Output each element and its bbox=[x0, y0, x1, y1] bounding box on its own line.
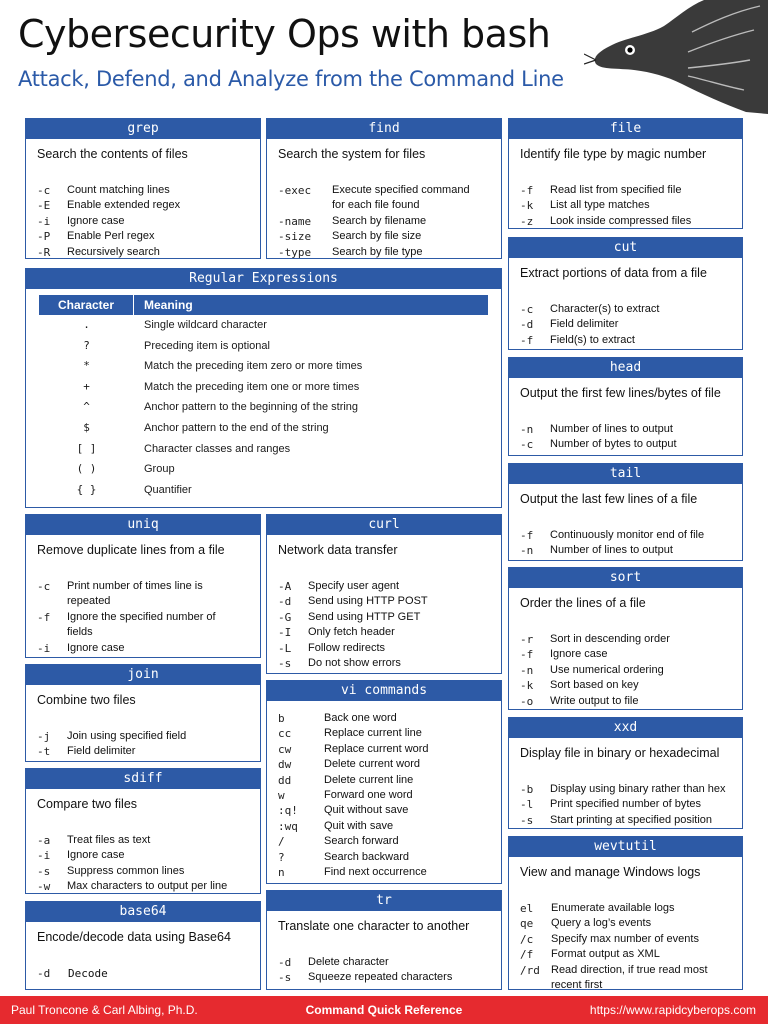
option-desc: Field(s) to extract bbox=[550, 333, 635, 346]
option-desc: Search by filename bbox=[332, 214, 427, 227]
option-desc: Recursively search bbox=[67, 245, 160, 258]
option-flag: -c bbox=[37, 580, 51, 593]
card-title: find bbox=[267, 119, 501, 139]
card-title: file bbox=[509, 119, 742, 139]
option-flag: -name bbox=[278, 214, 312, 228]
option-desc: Send using HTTP POST bbox=[308, 595, 428, 608]
option-desc: Specify user agent bbox=[308, 580, 400, 592]
options-list bbox=[26, 175, 260, 260]
options-list bbox=[26, 721, 260, 760]
option-desc: Continuously monitor end of file bbox=[550, 529, 705, 541]
card-head bbox=[508, 357, 743, 456]
card-description: Extract portions of data from a file bbox=[520, 266, 707, 280]
options-list bbox=[509, 520, 742, 559]
option-desc: Number of lines to output bbox=[550, 423, 673, 435]
option-desc: Max characters to output per line bbox=[67, 880, 228, 893]
option-flag: -s bbox=[278, 657, 292, 671]
card-title: wevtutil bbox=[509, 837, 742, 857]
option-desc: Sort in descending order bbox=[550, 633, 670, 645]
option-flag: -s bbox=[37, 864, 51, 878]
option-row bbox=[278, 245, 501, 260]
option-row bbox=[278, 656, 501, 671]
regex-row bbox=[39, 459, 488, 480]
option-flag: -r bbox=[520, 633, 534, 646]
card-description: Translate one character to another bbox=[278, 919, 470, 933]
option-desc: Enumerate available logs bbox=[551, 902, 675, 914]
option-flag: -n bbox=[520, 423, 534, 436]
option-desc: Send using HTTP GET bbox=[308, 610, 421, 623]
option-flag bbox=[37, 625, 67, 640]
option-flag: -j bbox=[37, 730, 51, 743]
option-row bbox=[37, 245, 260, 260]
option-flag: -L bbox=[278, 641, 292, 655]
option-row bbox=[520, 694, 742, 709]
option-desc: Ignore case bbox=[67, 641, 125, 654]
option-flag: -o bbox=[520, 694, 534, 708]
option-desc: Read list from specified file bbox=[550, 184, 682, 196]
option-desc: Ignore case bbox=[67, 849, 125, 862]
option-row bbox=[37, 848, 260, 863]
option-row bbox=[278, 711, 501, 726]
card-tail bbox=[508, 463, 743, 561]
option-desc: Delete current line bbox=[324, 773, 414, 786]
option-flag: w bbox=[278, 789, 285, 803]
card-description: Display file in binary or hexadecimal bbox=[520, 746, 720, 760]
option-row bbox=[37, 966, 260, 981]
options-list bbox=[509, 893, 742, 993]
column-header-character: Character bbox=[39, 295, 134, 315]
option-row bbox=[520, 782, 742, 797]
regex-character: ^ bbox=[83, 400, 90, 414]
option-flag: -E bbox=[37, 199, 51, 213]
option-desc: Replace current line bbox=[324, 727, 422, 740]
regex-table-header bbox=[39, 295, 488, 315]
options-list bbox=[509, 624, 742, 709]
option-desc: Quit with save bbox=[324, 819, 394, 832]
option-row bbox=[520, 813, 742, 828]
option-desc: Sort based on key bbox=[550, 679, 639, 692]
option-flag: -R bbox=[37, 245, 51, 259]
option-row bbox=[37, 729, 260, 744]
card-title: vi commands bbox=[267, 681, 501, 701]
option-flag: -I bbox=[278, 626, 292, 640]
card-wevtutil bbox=[508, 836, 743, 990]
regex-row bbox=[39, 439, 488, 460]
option-flag bbox=[520, 978, 551, 993]
option-row bbox=[278, 865, 501, 880]
option-flag: -t bbox=[37, 745, 51, 759]
option-desc: Execute specified command bbox=[332, 184, 470, 196]
option-desc: Forward one word bbox=[324, 789, 413, 802]
option-desc: Search forward bbox=[324, 835, 399, 848]
option-desc: List all type matches bbox=[550, 199, 650, 212]
option-flag: :wq bbox=[278, 819, 298, 833]
options-list bbox=[267, 701, 501, 880]
option-row bbox=[278, 198, 501, 213]
card-uniq bbox=[25, 514, 261, 658]
option-row bbox=[37, 198, 260, 213]
options-list bbox=[267, 571, 501, 671]
option-desc: Number of lines to output bbox=[550, 544, 673, 557]
option-desc: recent first bbox=[551, 979, 603, 992]
option-flag: /rd bbox=[520, 963, 540, 977]
option-desc: Delete current word bbox=[324, 758, 420, 771]
option-row bbox=[37, 625, 260, 640]
regex-table bbox=[39, 295, 488, 500]
option-row bbox=[520, 302, 742, 317]
card-description: Search the contents of files bbox=[37, 147, 188, 161]
regex-character: $ bbox=[83, 420, 90, 434]
option-row bbox=[278, 788, 501, 803]
options-list bbox=[509, 294, 742, 348]
option-flag: -c bbox=[520, 438, 534, 452]
option-row bbox=[278, 819, 501, 834]
option-desc: Enable extended regex bbox=[67, 199, 181, 212]
option-flag: dw bbox=[278, 758, 292, 772]
option-flag: -f bbox=[520, 648, 534, 662]
card-tr bbox=[266, 890, 502, 990]
option-row bbox=[520, 978, 742, 993]
option-flag: -z bbox=[520, 214, 534, 228]
option-row bbox=[520, 932, 742, 947]
options-list bbox=[509, 414, 742, 453]
card-title: tail bbox=[509, 464, 742, 484]
regex-row bbox=[39, 356, 488, 377]
card-description: View and manage Windows logs bbox=[520, 865, 701, 879]
regex-meaning: Anchor pattern to the end of the string bbox=[144, 421, 329, 434]
option-flag: cc bbox=[278, 727, 292, 741]
option-desc: Join using specified field bbox=[67, 730, 187, 742]
regex-row bbox=[39, 377, 488, 398]
option-flag: -A bbox=[278, 580, 292, 593]
option-row bbox=[278, 183, 501, 198]
option-row bbox=[278, 742, 501, 757]
option-desc: Specify max number of events bbox=[551, 932, 699, 945]
regex-row bbox=[39, 336, 488, 357]
card-cut bbox=[508, 237, 743, 350]
option-row bbox=[37, 594, 260, 609]
option-desc: Print specified number of bytes bbox=[550, 798, 702, 811]
option-row bbox=[278, 803, 501, 818]
option-desc: Display using binary rather than hex bbox=[550, 783, 726, 795]
option-flag: -d bbox=[278, 956, 292, 969]
card-title: grep bbox=[26, 119, 260, 139]
option-flag bbox=[278, 198, 332, 213]
option-row bbox=[278, 757, 501, 772]
option-flag: -G bbox=[278, 610, 292, 624]
option-flag: -s bbox=[278, 971, 292, 985]
regex-character: [ ] bbox=[76, 441, 97, 455]
option-flag: -d bbox=[278, 595, 292, 609]
page-subtitle: Attack, Defend, and Analyze from the Command Line bbox=[18, 67, 564, 91]
regex-meaning: Single wildcard character bbox=[144, 319, 267, 331]
card-title: base64 bbox=[26, 902, 260, 922]
card-description: Network data transfer bbox=[278, 543, 398, 557]
option-desc: Write output to file bbox=[550, 694, 639, 707]
card-title: xxd bbox=[509, 718, 742, 738]
option-row bbox=[37, 864, 260, 879]
option-flag: b bbox=[278, 712, 285, 725]
option-row bbox=[278, 850, 501, 865]
option-row bbox=[520, 333, 742, 348]
option-desc: Format output as XML bbox=[551, 948, 660, 961]
option-flag: -i bbox=[37, 641, 51, 655]
option-desc: Read direction, if true read most bbox=[551, 963, 708, 976]
option-row bbox=[520, 947, 742, 962]
card-find bbox=[266, 118, 502, 259]
option-row bbox=[37, 579, 260, 594]
option-row bbox=[520, 797, 742, 812]
option-row bbox=[520, 663, 742, 678]
option-row bbox=[278, 579, 501, 594]
card-description: Output the first few lines/bytes of file bbox=[520, 386, 721, 400]
option-flag bbox=[37, 594, 67, 609]
option-flag: -f bbox=[520, 333, 534, 347]
option-desc: repeated bbox=[67, 595, 111, 608]
option-row bbox=[37, 879, 260, 894]
option-desc: Ignore case bbox=[550, 648, 608, 661]
option-desc: Squeeze repeated characters bbox=[308, 971, 453, 984]
card-vi-commands bbox=[266, 680, 502, 884]
option-row bbox=[37, 641, 260, 656]
options-list bbox=[267, 947, 501, 986]
option-row bbox=[278, 229, 501, 244]
card-sort bbox=[508, 567, 743, 710]
option-row bbox=[520, 678, 742, 693]
option-flag: -i bbox=[37, 849, 51, 863]
option-row bbox=[37, 183, 260, 198]
option-row bbox=[37, 214, 260, 229]
option-row bbox=[37, 229, 260, 244]
card-regular-expressions bbox=[25, 268, 502, 508]
option-flag: / bbox=[278, 835, 285, 849]
footer-url-link[interactable]: https://www.rapidcyberops.com bbox=[589, 1003, 756, 1017]
card-title: join bbox=[26, 665, 260, 685]
card-description: Compare two files bbox=[37, 797, 138, 811]
option-flag: -i bbox=[37, 214, 51, 228]
option-flag: /c bbox=[520, 932, 534, 946]
regex-meaning: Character classes and ranges bbox=[144, 442, 291, 455]
card-title: tr bbox=[267, 891, 501, 911]
card-title: head bbox=[509, 358, 742, 378]
option-row bbox=[520, 317, 742, 332]
regex-meaning: Group bbox=[144, 463, 175, 476]
option-flag: cw bbox=[278, 742, 292, 756]
option-row bbox=[520, 528, 742, 543]
option-flag: -size bbox=[278, 230, 312, 244]
option-desc: Only fetch header bbox=[308, 626, 395, 639]
option-flag: dd bbox=[278, 773, 292, 787]
card-description: Encode/decode data using Base64 bbox=[37, 930, 231, 944]
option-flag: -f bbox=[37, 610, 51, 624]
options-list bbox=[26, 825, 260, 895]
option-flag: -P bbox=[37, 230, 51, 244]
footer-bar bbox=[0, 996, 768, 1024]
card-description: Remove duplicate lines from a file bbox=[37, 543, 225, 557]
option-flag: -s bbox=[520, 813, 534, 827]
option-flag: -k bbox=[520, 679, 534, 693]
card-title: sdiff bbox=[26, 769, 260, 789]
regex-character: ? bbox=[83, 338, 90, 352]
option-row bbox=[278, 641, 501, 656]
option-desc: Follow redirects bbox=[308, 641, 386, 654]
option-row bbox=[520, 437, 742, 452]
option-desc: Field delimiter bbox=[67, 745, 136, 758]
option-desc: Query a log’s events bbox=[551, 917, 652, 930]
card-grep bbox=[25, 118, 261, 259]
card-join bbox=[25, 664, 261, 762]
option-flag: -k bbox=[520, 199, 534, 213]
card-xxd bbox=[508, 717, 743, 829]
footer-title: Command Quick Reference bbox=[305, 1003, 463, 1017]
option-row bbox=[520, 422, 742, 437]
card-description: Order the lines of a file bbox=[520, 596, 646, 610]
option-desc: Search backward bbox=[324, 850, 409, 863]
snake-logo-icon bbox=[584, 0, 768, 114]
option-desc: fields bbox=[67, 626, 93, 639]
option-row bbox=[278, 970, 501, 985]
options-list bbox=[267, 175, 501, 260]
option-desc: Use numerical ordering bbox=[550, 663, 664, 676]
option-flag: :q! bbox=[278, 804, 298, 818]
option-desc: Find next occurrence bbox=[324, 866, 427, 879]
option-desc: Search by file size bbox=[332, 230, 422, 243]
option-flag: -l bbox=[520, 798, 534, 812]
option-desc: Count matching lines bbox=[67, 184, 170, 196]
card-description: Identify file type by magic number bbox=[520, 147, 707, 161]
option-row bbox=[278, 625, 501, 640]
option-desc: Suppress common lines bbox=[67, 864, 185, 877]
option-desc: Number of bytes to output bbox=[550, 438, 677, 451]
option-desc: Delete character bbox=[308, 956, 389, 968]
regex-row bbox=[39, 397, 488, 418]
regex-meaning: Match the preceding item zero or more times bbox=[144, 360, 363, 373]
option-flag: -w bbox=[37, 880, 51, 894]
option-flag: -f bbox=[520, 184, 534, 197]
card-title: Regular Expressions bbox=[26, 269, 501, 289]
card-curl bbox=[266, 514, 502, 674]
regex-character: . bbox=[83, 318, 90, 331]
option-desc: Character(s) to extract bbox=[550, 303, 660, 315]
card-base64 bbox=[25, 901, 261, 990]
option-desc: Treat files as text bbox=[67, 834, 151, 846]
option-flag: qe bbox=[520, 917, 534, 931]
option-desc: Ignore the specified number of bbox=[67, 610, 216, 623]
regex-character: ( ) bbox=[76, 462, 97, 476]
option-row bbox=[278, 726, 501, 741]
card-file bbox=[508, 118, 743, 229]
option-row bbox=[278, 773, 501, 788]
option-flag: -d bbox=[37, 967, 51, 980]
option-row bbox=[278, 610, 501, 625]
option-row bbox=[520, 632, 742, 647]
option-flag: el bbox=[520, 902, 534, 915]
option-flag: -n bbox=[520, 544, 534, 558]
regex-meaning: Anchor pattern to the beginning of the string bbox=[144, 401, 359, 414]
option-flag: -c bbox=[37, 184, 51, 197]
option-row bbox=[520, 198, 742, 213]
regex-meaning: Match the preceding item one or more times bbox=[144, 380, 360, 393]
option-row bbox=[37, 610, 260, 625]
option-desc: for each file found bbox=[332, 199, 420, 212]
option-flag: -f bbox=[520, 529, 534, 542]
option-flag: -exec bbox=[278, 184, 312, 197]
option-row bbox=[520, 647, 742, 662]
option-row bbox=[37, 833, 260, 848]
option-desc: Replace current word bbox=[324, 742, 429, 755]
option-row bbox=[520, 214, 742, 229]
option-desc: Ignore case bbox=[67, 214, 125, 227]
card-sdiff bbox=[25, 768, 261, 894]
options-list bbox=[26, 958, 260, 981]
option-desc: Field delimiter bbox=[550, 318, 619, 331]
option-row bbox=[520, 183, 742, 198]
option-row bbox=[520, 916, 742, 931]
option-desc: Enable Perl regex bbox=[67, 230, 155, 243]
option-row bbox=[37, 744, 260, 759]
option-flag: -n bbox=[520, 663, 534, 677]
column-header-meaning: Meaning bbox=[144, 298, 193, 312]
option-row bbox=[278, 214, 501, 229]
option-flag: -a bbox=[37, 834, 51, 847]
option-desc: Print number of times line is bbox=[67, 580, 203, 592]
regex-character: { } bbox=[76, 482, 97, 496]
option-flag: -type bbox=[278, 245, 312, 259]
option-flag: -b bbox=[520, 783, 534, 796]
regex-row bbox=[39, 315, 488, 336]
option-row bbox=[278, 594, 501, 609]
option-flag: ? bbox=[278, 850, 285, 864]
options-list bbox=[509, 774, 742, 828]
option-flag: /f bbox=[520, 948, 534, 962]
regex-character: + bbox=[83, 379, 90, 393]
card-title: cut bbox=[509, 238, 742, 258]
option-row bbox=[278, 834, 501, 849]
option-row bbox=[278, 955, 501, 970]
card-description: Output the last few lines of a file bbox=[520, 492, 698, 506]
option-flag: n bbox=[278, 866, 285, 880]
page-title: Cybersecurity Ops with bash bbox=[18, 12, 551, 56]
options-list bbox=[509, 175, 742, 229]
option-desc: Quit without save bbox=[324, 804, 409, 817]
option-desc: Look inside compressed files bbox=[550, 214, 692, 227]
regex-meaning: Quantifier bbox=[144, 483, 192, 496]
option-desc: Start printing at specified position bbox=[550, 813, 713, 826]
option-row bbox=[520, 963, 742, 978]
option-desc: Decode bbox=[68, 967, 108, 980]
options-list bbox=[26, 571, 260, 656]
regex-row bbox=[39, 418, 488, 439]
card-title: uniq bbox=[26, 515, 260, 535]
regex-row bbox=[39, 480, 488, 501]
card-title: sort bbox=[509, 568, 742, 588]
option-desc: Back one word bbox=[324, 712, 397, 724]
card-description: Combine two files bbox=[37, 693, 136, 707]
card-title: curl bbox=[267, 515, 501, 535]
regex-meaning: Preceding item is optional bbox=[144, 339, 270, 352]
card-description: Search the system for files bbox=[278, 147, 426, 161]
option-row bbox=[520, 543, 742, 558]
option-row bbox=[520, 901, 742, 916]
option-desc: Do not show errors bbox=[308, 657, 401, 670]
footer-authors: Paul Troncone & Carl Albing, Ph.D. bbox=[11, 1003, 198, 1017]
option-flag: -d bbox=[520, 318, 534, 332]
option-desc: Search by file type bbox=[332, 245, 423, 258]
option-flag: -c bbox=[520, 303, 534, 316]
regex-character: * bbox=[83, 359, 90, 373]
